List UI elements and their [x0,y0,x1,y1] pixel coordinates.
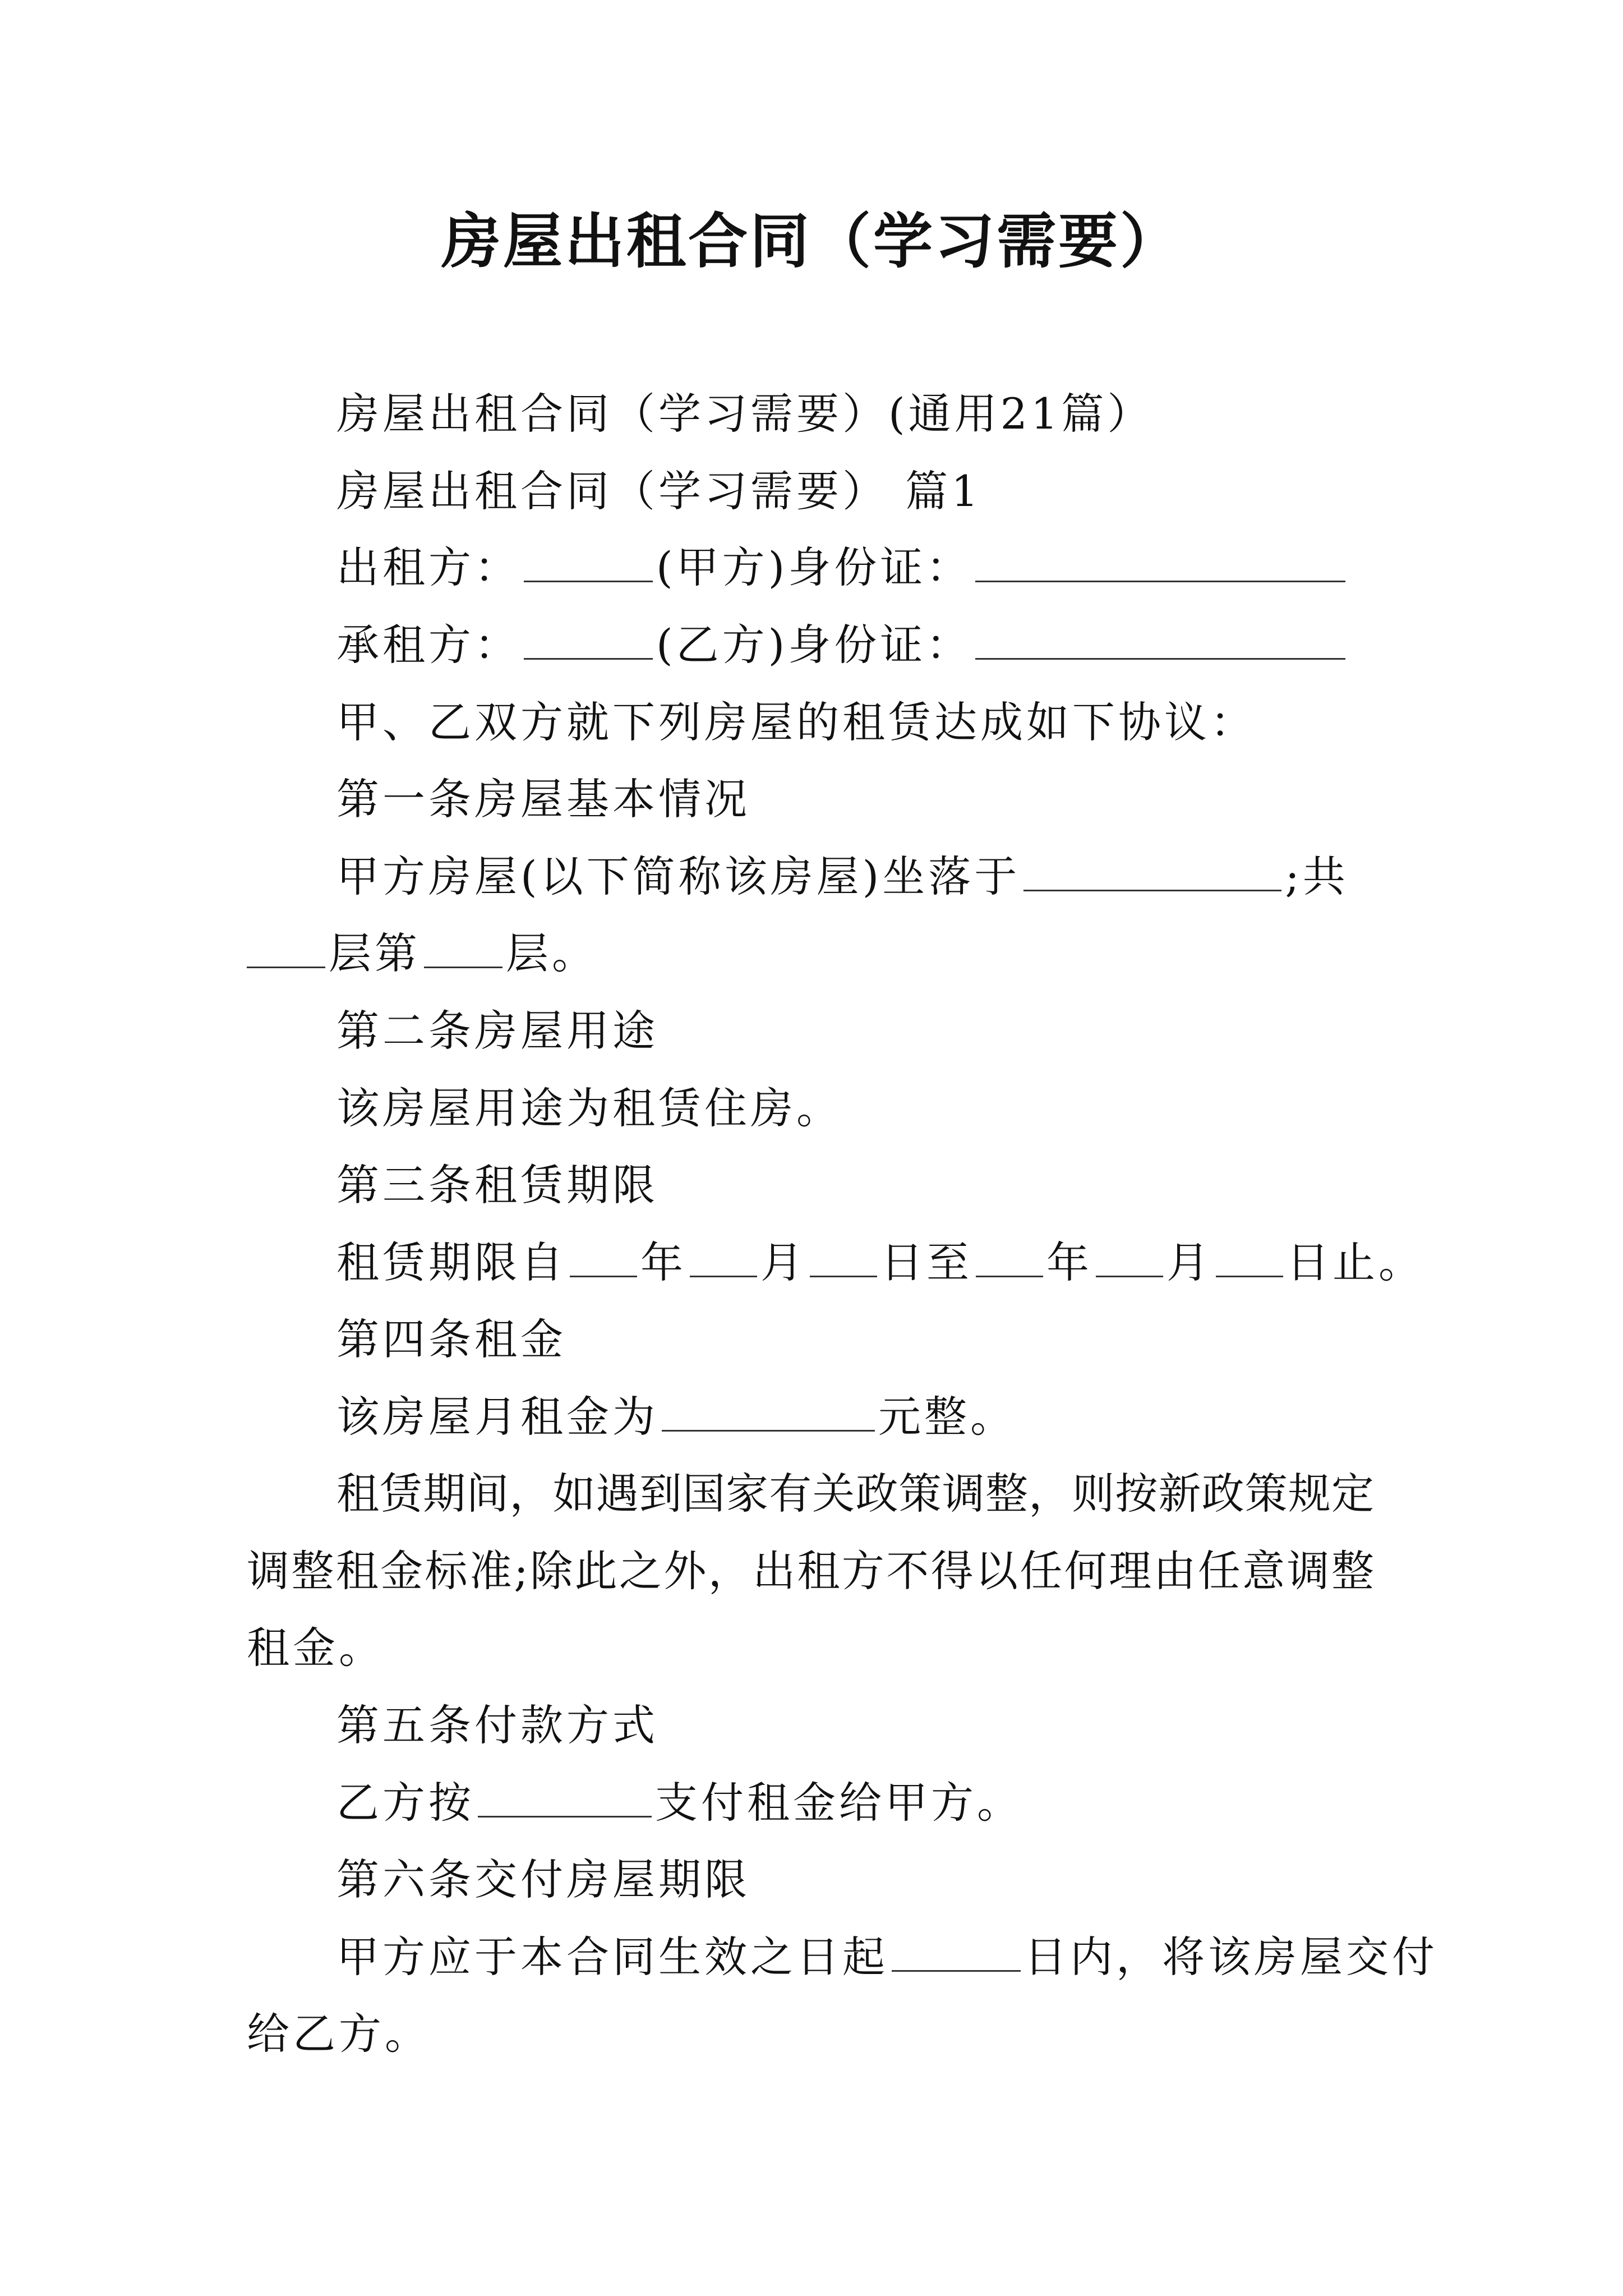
delivery-term-line-2: 给乙方。 [247,2009,431,2059]
delivery-days-blank [892,1931,1021,1972]
monthly-rent-unit: 元整。 [878,1392,1016,1442]
floor-end-label: 层。 [506,928,598,978]
lessee-label: 承租方： [336,620,520,670]
total-floors-label: ;共 [1285,852,1349,901]
agreement-intro: 甲、乙双方就下列房屋的租赁达成如下协议： [336,697,1256,747]
lease-term-line [336,1235,1424,1291]
rent-adjustment-line-2: 调整租金标准;除此之外，出租方不得以任何理由任意调整 [247,1546,1374,1596]
payment-method-label: 乙方按 [336,1778,474,1828]
collection-title: 房屋出租合同（学习需要）(通用21篇） [336,389,1154,439]
lease-term-label: 租赁期限自 [336,1237,566,1287]
house-location-label: 甲方房屋(以下简称该房屋)坐落于 [336,852,1021,901]
rent-adjustment-line-3: 租金。 [247,1623,385,1673]
house-usage-text: 该房屋用途为租赁住房。 [336,1083,842,1133]
document-title: 房屋出租合同（学习需要） [441,206,1182,276]
end-month-blank [1096,1236,1163,1277]
start-month-blank [690,1236,757,1277]
floor-line [247,926,598,982]
end-year-label: 年 [1046,1237,1092,1287]
party-b-id-label: (乙方)身份证： [656,620,972,670]
end-year-blank [976,1236,1043,1277]
party-b-id-blank [975,619,1345,660]
start-year-blank [570,1236,637,1277]
end-day-blank [1216,1236,1283,1277]
lessee-line [336,617,1349,673]
article-2-heading: 第二条房屋用途 [336,1006,658,1056]
payment-method-line [336,1775,1023,1831]
article-4-heading: 第四条租金 [336,1314,566,1364]
end-month-label: 月 [1166,1237,1212,1287]
start-day-blank [810,1236,877,1277]
monthly-rent-blank [662,1391,875,1432]
lessee-name-blank [524,619,653,660]
lessor-name-blank [524,541,653,582]
lessor-line [336,540,1349,596]
monthly-rent-line [336,1389,1016,1445]
rent-adjustment-line-1: 租赁期间，如遇到国家有关政策调整，则按新政策规定 [336,1469,1374,1519]
delivery-term-text: 日内，将该房屋交付 [1024,1932,1438,1982]
start-month-label: 月 [760,1237,806,1287]
article-1-heading: 第一条房屋基本情况 [336,774,750,824]
total-floors-blank [247,927,325,968]
floor-number-blank [424,927,502,968]
monthly-rent-label: 该房屋月租金为 [336,1392,658,1442]
section-title: 房屋出租合同（学习需要） 篇1 [336,466,982,516]
party-a-id-label: (甲方)身份证： [656,542,972,592]
house-location-line [336,849,1349,905]
article-5-heading: 第五条付款方式 [336,1700,658,1750]
party-a-id-blank [975,541,1345,582]
floor-number-label: 层第 [329,928,421,978]
start-day-label: 日至 [880,1237,972,1287]
house-location-blank [1023,850,1281,891]
payment-method-text: 支付租金给甲方。 [655,1778,1023,1828]
delivery-term-label: 甲方应于本合同生效之日起 [336,1932,888,1982]
start-year-label: 年 [640,1237,686,1287]
article-6-heading: 第六条交付房屋期限 [336,1855,750,1904]
article-3-heading: 第三条租赁期限 [336,1160,658,1210]
payment-method-blank [478,1777,652,1818]
delivery-term-line-1 [336,1929,1438,1985]
end-day-label: 日止。 [1287,1237,1424,1287]
lessor-label: 出租方： [336,542,520,592]
